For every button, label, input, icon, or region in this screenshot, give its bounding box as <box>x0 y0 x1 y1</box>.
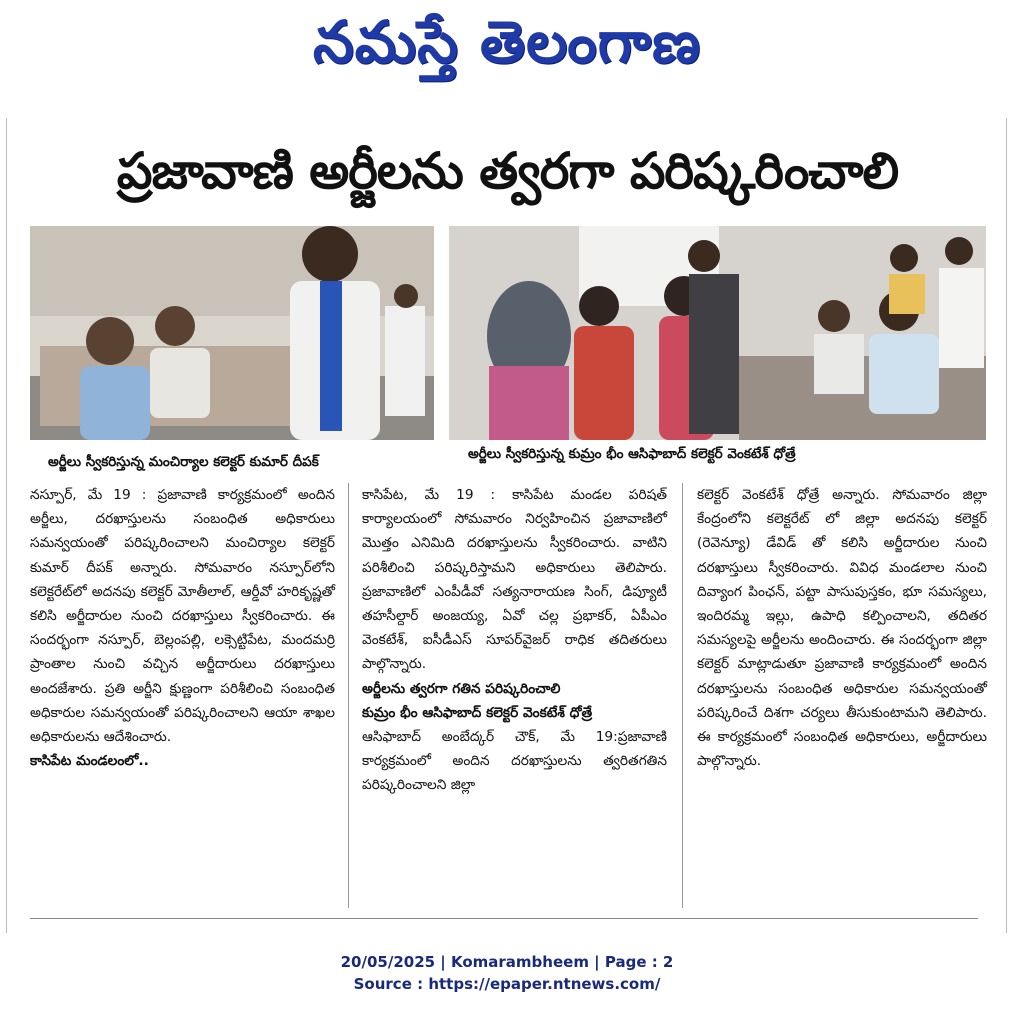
article-headline: ప్రజావాణి అర్జీలను త్వరగా పరిష్కరించాలి <box>116 142 899 200</box>
page-border-right <box>1006 118 1007 933</box>
photo-caption-right: అర్జీలు స్వీకరిస్తున్న కుమ్రం భీం ఆసిఫాబాద్ కలెక్టర్ వెంకటేశ్ ధోత్రే <box>468 446 796 462</box>
article-column-2 <box>362 483 667 798</box>
article-column-1 <box>30 483 335 773</box>
page-border-left <box>6 118 7 933</box>
column-1-body: నస్పూర్, మే 19 : ప్రజావాణి కార్యక్రమంలో అందిన అర్జీలు, దరఖాస్తులను సంబంధిత అధికారులు సమన్వయంతో పరిష్కరించాలని మంచిర్యాల కలెక్టర్ కుమార్ దీపక్ అన్నారు. సోమవారం నస్పూర్‌లోని కలెక్టరేట్‌లో అదనపు కలెక్టర్ మోతీలాల్, ఆర్డీవో హరికృష్ణతో కలిసి అర్జీదారుల నుంచి దరఖాస్తులు స్వీకరించారు. ఈ సందర్భంగా నస్పూర్, బెల్లంపల్లి, లక్సెట్టిపేట, మందమర్రి ప్రాంతాల నుంచి వచ్చిన అర్జీదారులు దరఖాస్తులు అందజేశారు. ప్రతి అర్జీని క్షుణ్ణంగా పరిశీలించి సంబంధిత అధికారుల సమన్వయంతో పరిష్కరించాలని ఆయా శాఖల అధికారులను ఆదేశించారు. <box>30 487 335 746</box>
column-2-subheading-2: కుమ్రం భీం ఆసిఫాబాద్ కలెక్టర్ వెంకటేశ్ ధోత్రే <box>362 704 593 721</box>
article-column-3 <box>697 483 987 773</box>
footer-source-link[interactable]: Source : https://epaper.ntnews.com/ <box>353 975 661 993</box>
column-3-body: కలెక్టర్ వెంకటేశ్ ధోత్రే అన్నారు. సోమవారం జిల్లా కేంద్రంలోని కలెక్టరేట్ లో జిల్లా అదనపు కలెక్టర్ (రెవెన్యూ) డేవిడ్ తో కలిసి అర్జీదారుల నుంచి దరఖాస్తులు స్వీకరించారు. వివిధ మండలాల నుంచి దివ్యాంగ పింఛన్, పట్టా పాసుపుస్తకం, భూ సమస్యలు, ఇందిరమ్మ ఇల్లు, ఉపాధి కల్పించాలని, తదితర సమస్యలపై అర్జీలను అందించారు. ఈ సందర్భంగా జిల్లా కలెక్టర్ మాట్లాడుతూ ప్రజావాణి కార్యక్రమంలో అందిన దరఖాస్తులను సంబంధిత అధికారుల సమన్వయంతో పరిష్కరించే దిశగా చర్యలు తీసుకుంటామని తెలిపారు. ఈ కార్యక్రమంలో సంబంధిత అధికారులు, అర్జీదారులు పాల్గొన్నారు. <box>697 487 987 770</box>
photo-mancherial-collector <box>30 226 434 440</box>
photo-asifabad-collector <box>449 226 986 440</box>
column-divider <box>348 483 349 908</box>
column-1-subheading: కాసిపేట మండలంలో.. <box>30 753 149 770</box>
photo-caption-left: అర్జీలు స్వీకరిస్తున్న మంచిర్యాల కలెక్టర్ కుమార్ దీపక్ <box>48 454 319 470</box>
footer-divider <box>30 918 978 919</box>
column-divider <box>682 483 683 908</box>
newspaper-masthead: నమస్తే తెలంగాణ <box>313 8 701 76</box>
footer-date-edition-page: 20/05/2025 | Komarambheem | Page : 2 <box>340 953 674 971</box>
column-2-body: కాసిపేట, మే 19 : కాసిపేట మండల పరిషత్ కార్యాలయంలో సోమవారం నిర్వహించిన ప్రజావాణిలో మొత్తం ఎనిమిది దరఖాస్తులను స్వీకరించారు. వాటిని పరిశీలించి పరిష్కరిస్తామని అధికారులు తెలిపారు. ప్రజావాణిలో ఎంపీడీవో సత్యనారాయణ సింగ్, డిప్యూటీ తహసీల్దార్ అంజయ్య, ఏవో చల్ల ప్రభాకర్, ఏపీఎం వెంకటేశ్, ఐసీడీఎస్ సూపర్‌వైజర్ రాధిక తదితరులు పాల్గొన్నారు. <box>362 487 667 673</box>
column-2-body-continued: ఆసిఫాబాద్ అంబేద్కర్ చౌక్, మే 19:ప్రజావాణి కార్యక్రమంలో అందిన దరఖాస్తులను త్వరితగతిన పరిష్కరించాలని జిల్లా <box>362 729 667 794</box>
column-2-subheading: అర్జీలను త్వరగా గతిన పరిష్కరించాలి <box>362 680 561 697</box>
